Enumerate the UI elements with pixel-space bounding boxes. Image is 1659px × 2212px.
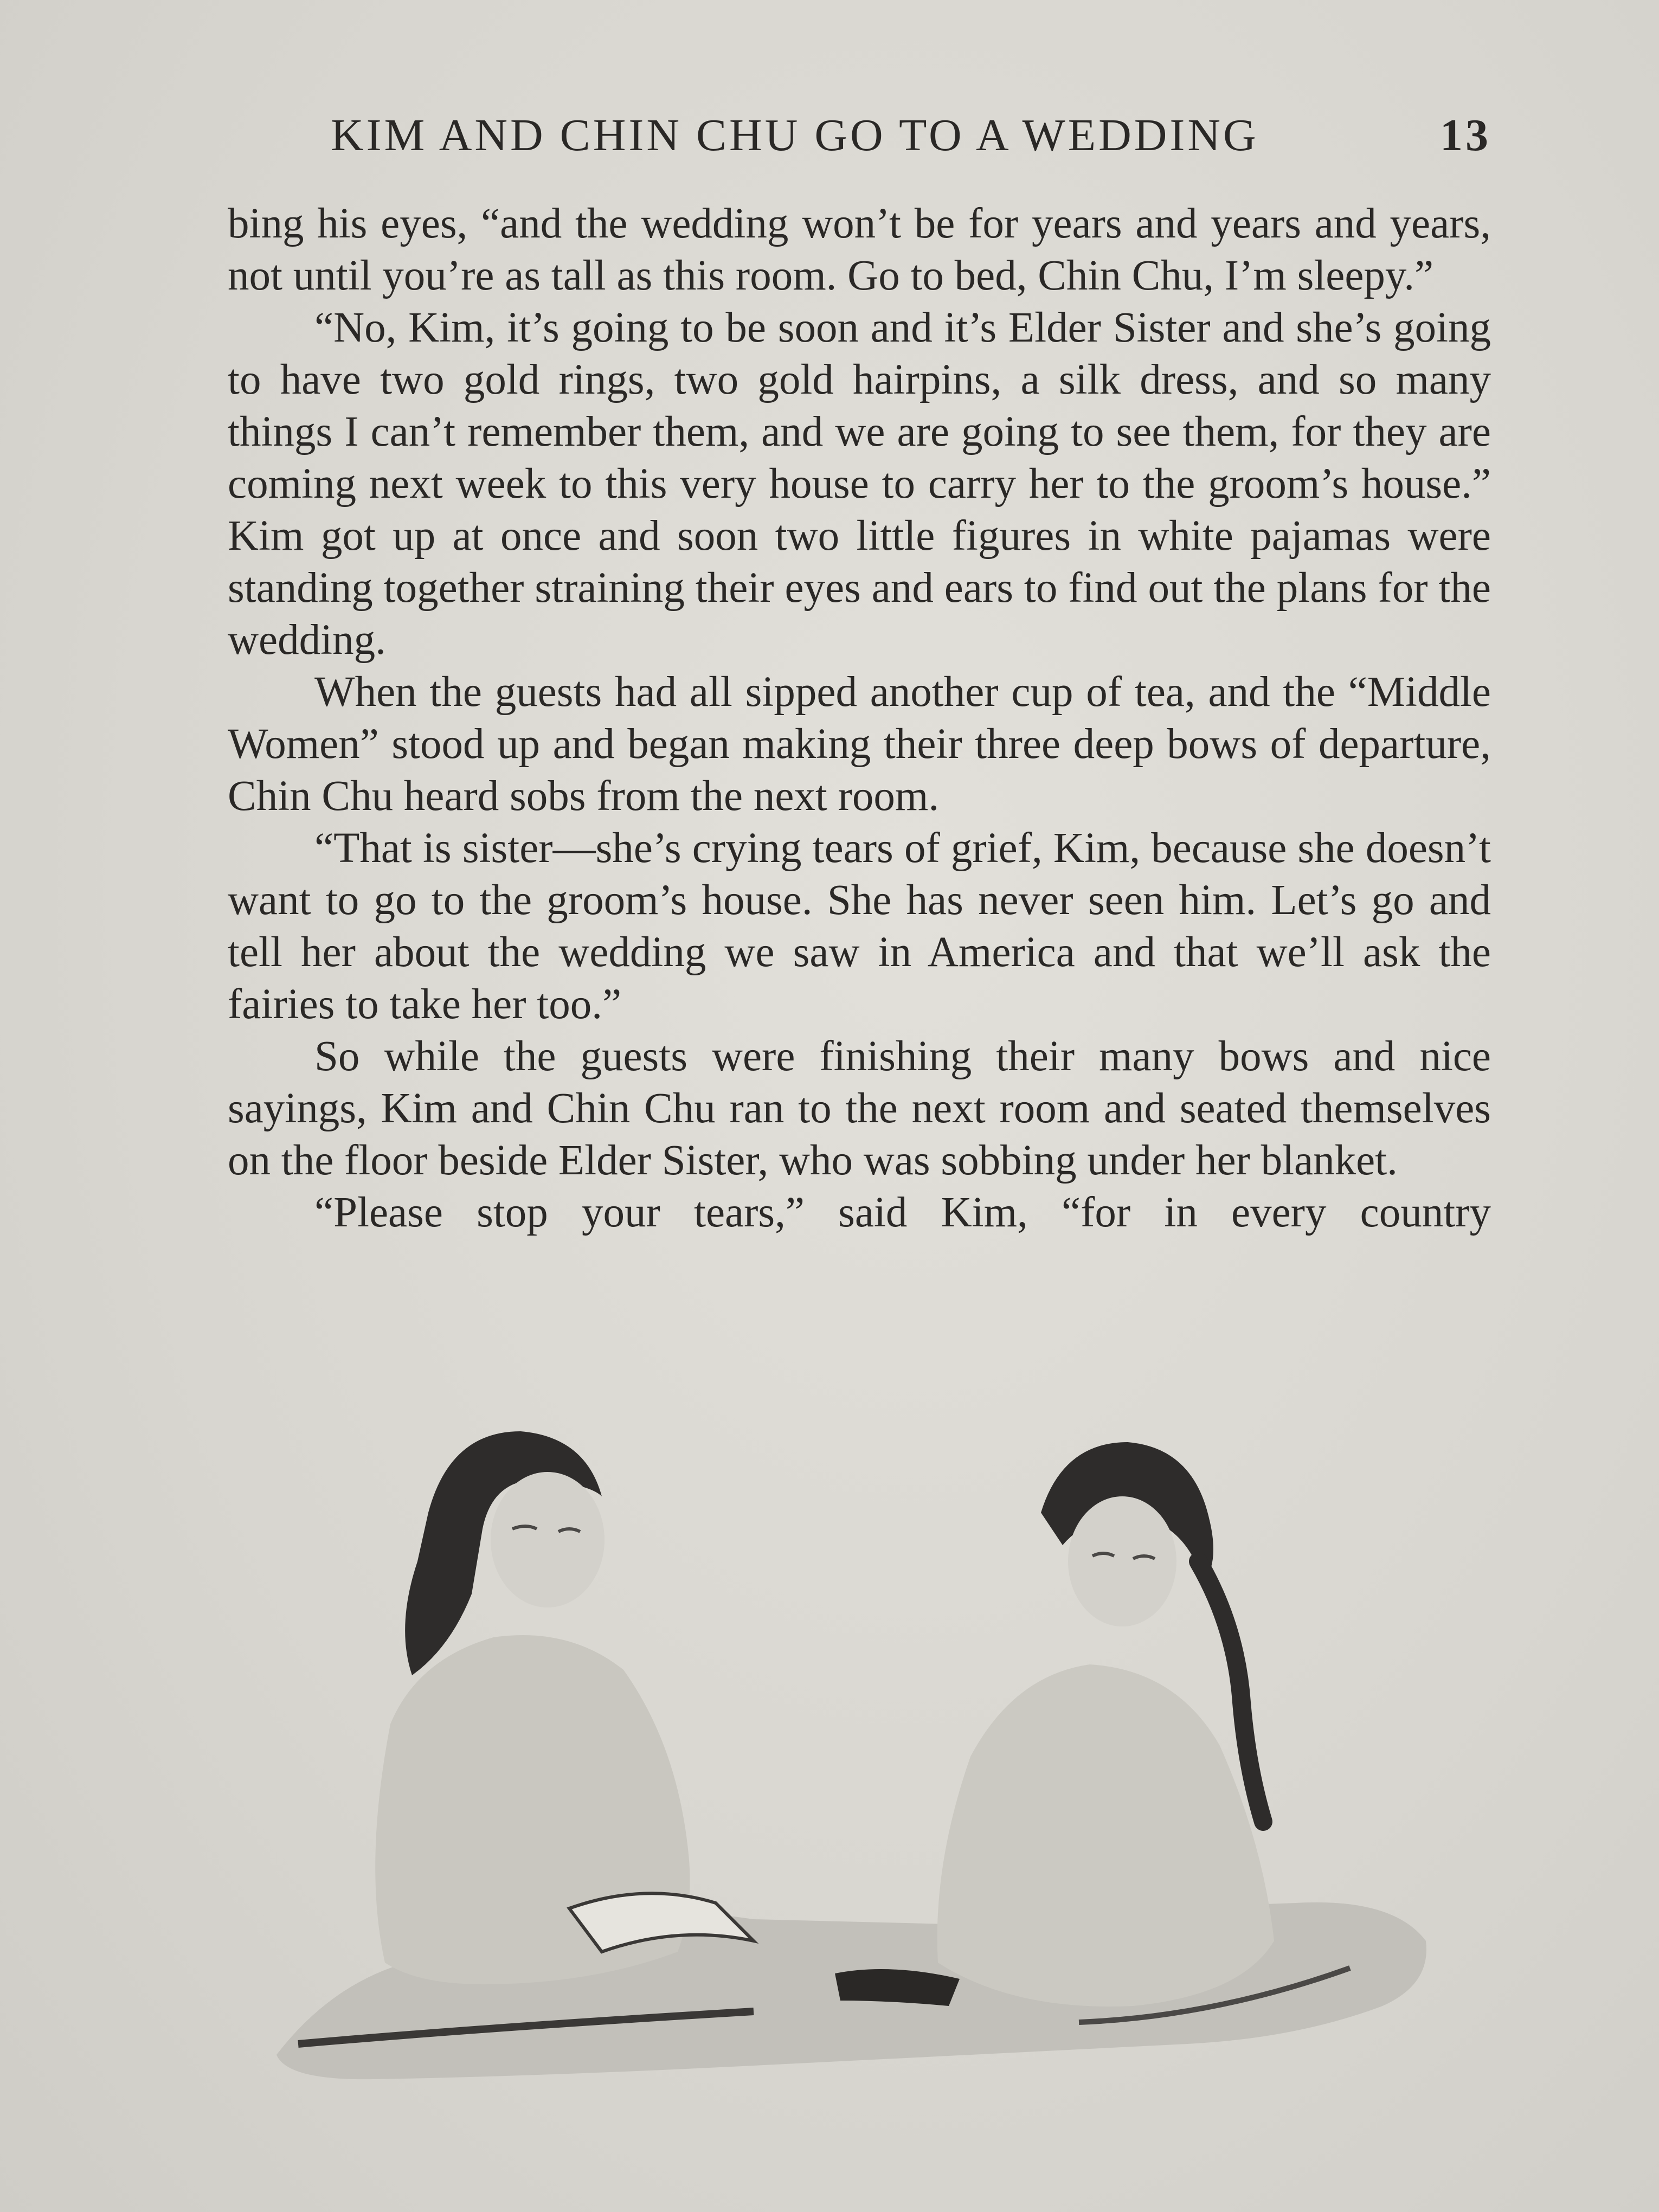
paragraph: “No, Kim, it’s going to be soon and it’s Elder Sister and she’s going to have two gold rings, two gold hairpins, a silk dress, and so many things I can’t remember them, and we are going to see them, for they are coming next week to this very house to carry her to the groom’s house.” Kim got up at once and soon two little figures in white pajamas were standing together straining their eyes and ears to find out the plans for the wedding. (228, 304, 1491, 664)
paragraph: So while the guests were finishing their many bows and nice sayings, Kim and Chin Chu ran to the next room and seated themselves on the floor beside Elder Sister, who was sobbing under her blanket. (228, 1033, 1491, 1184)
paragraph: bing his eyes, “and the wedding won’t be for years and years and years, not until you’re as tall as this room. Go to bed, Chin Chu, I’m sleepy.” (228, 200, 1491, 299)
running-head (331, 111, 1491, 160)
chapter-title: KIM AND CHIN CHU GO TO A WEDDING (331, 110, 1259, 160)
paragraph: When the guests had all sipped another cup of tea, and the “Middle Women” stood up and began making their three deep bows of departure, Chin Chu heard sobs from the next room. (228, 668, 1491, 820)
page-number: 13 (1440, 110, 1491, 160)
photograph-two-girls-seated (266, 1420, 1437, 2087)
body-text (228, 198, 1491, 1239)
paragraph: “That is sister—she’s crying tears of grief, Kim, because she doesn’t want to go to the groom’s house. She has never seen him. Let’s go and tell her about the wedding we saw in America and that we’ll ask the fairies to take her too.” (228, 825, 1491, 1028)
paragraph: “Please stop your tears,” said Kim, “for in every country (314, 1189, 1491, 1236)
